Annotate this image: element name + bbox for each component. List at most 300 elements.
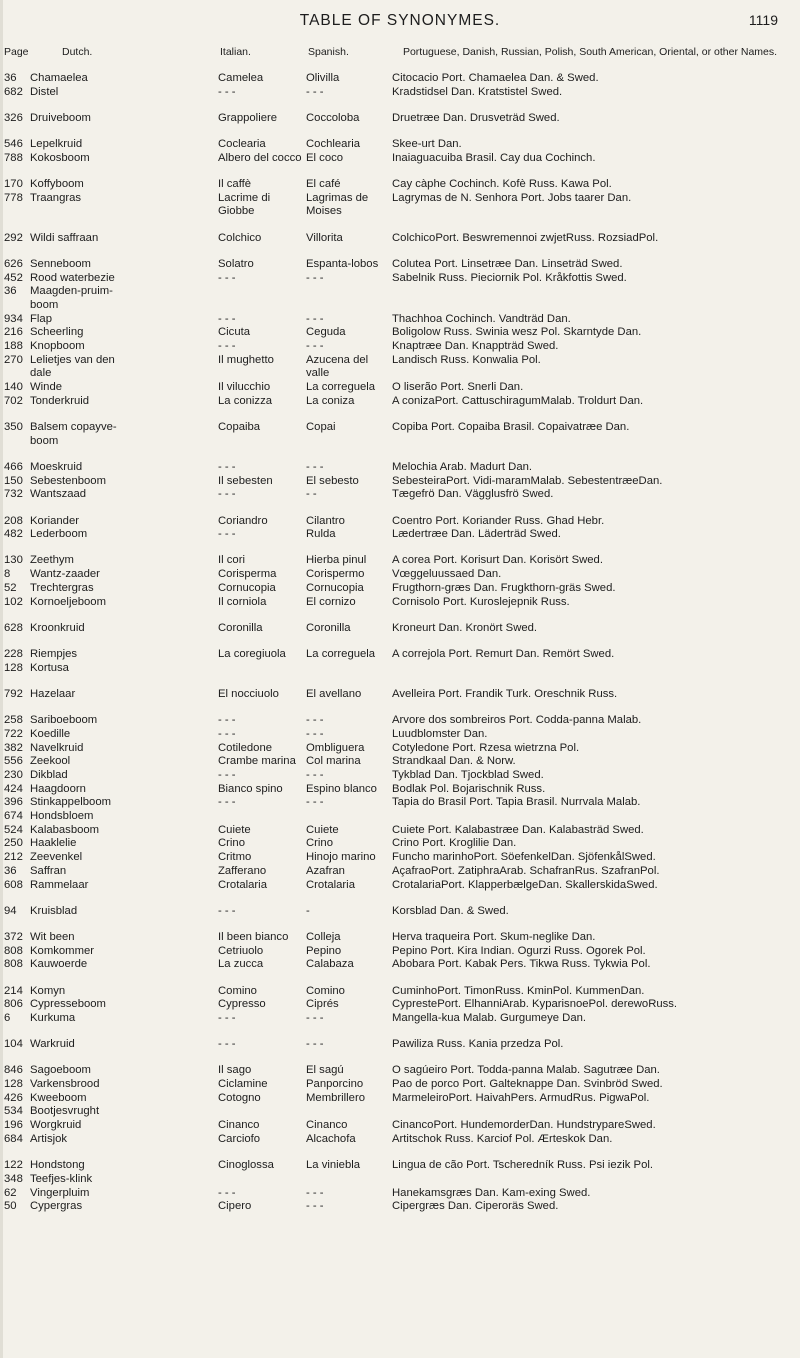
cell-other: Coentro Port. Koriander Russ. Ghad Hebr. [392, 514, 605, 527]
table-row [0, 178, 800, 192]
cell-page: 150 [4, 474, 23, 487]
table-row [0, 475, 800, 489]
cell-italian: Zafferano [218, 864, 267, 877]
cell-dutch: Koffyboom [30, 178, 84, 191]
cell-italian: Critmo [218, 851, 252, 864]
table-row [0, 1064, 800, 1078]
cell-spanish: - - - [306, 85, 324, 98]
cell-dutch: Moeskruid [30, 460, 83, 473]
cell-italian: Coclearia [218, 138, 266, 151]
cell-spanish: Cilantro [306, 514, 345, 527]
cell-other: CinancoPort. HundemorderDan. HundstrypareSwed. [392, 1119, 656, 1132]
table-row [0, 232, 800, 246]
cell-spanish: Corispermo [306, 568, 365, 581]
cell-other: AçafraoPort. ZatiphraArab. SchafranRus. SzafranPol. [392, 864, 660, 877]
table-row [0, 1012, 800, 1026]
cell-other: Cornisolo Port. Kuroslejepnik Russ. [392, 595, 570, 608]
cell-spanish: El café [306, 178, 341, 191]
cell-other: Lingua de cão Port. Tscheredník Russ. Psi iezik Pol. [392, 1159, 654, 1172]
synonym-group [0, 714, 800, 892]
cell-dutch [30, 205, 218, 219]
cell-other: Cay càphe Cochinch. Kofè Russ. Kawa Pol. [392, 178, 612, 191]
synonym-group [0, 515, 800, 542]
table-row [0, 112, 800, 126]
cell-spanish [306, 435, 392, 449]
table-row [0, 837, 800, 851]
cell-italian: Camelea [218, 72, 264, 84]
cell-italian: Albero del cocco [218, 151, 302, 164]
cell-italian: Cinanco [218, 1119, 260, 1132]
table-row [0, 354, 800, 368]
cell-italian: - - - [218, 714, 236, 727]
cell-italian: - - - [218, 528, 236, 541]
cell-italian: - - - [218, 1011, 236, 1024]
cell-other: ColchicoPort. Beswremennoi zwjetRuss. RozsiadPol. [392, 231, 659, 244]
cell-other: A correjola Port. Remurt Dan. Remört Swed. [392, 648, 615, 660]
cell-other: Avelleira Port. Frandik Turk. Oreschnik Russ. [392, 687, 618, 700]
cell-other: A corea Port. Korisurt Dan. Korisört Swed. [392, 554, 603, 567]
cell-other: SebesteiraPort. Vidi-maramMalab. SebestentræeDan. [392, 474, 663, 487]
cell-italian: - - - [218, 1186, 236, 1199]
cell-page: 8 [4, 568, 11, 581]
cell-page: 6 [4, 1011, 11, 1024]
cell-dutch: Kortusa [30, 661, 69, 674]
cell-dutch: Wit been [30, 930, 75, 943]
table-row [0, 367, 800, 381]
table-row [0, 622, 800, 636]
cell-spanish: Membrillero [306, 1091, 366, 1104]
cell-italian: - - - [218, 85, 236, 98]
cell-dutch: Traangras [30, 191, 82, 204]
cell-dutch: Wantz-zaader [30, 568, 100, 581]
cell-dutch: Tonderkruid [30, 394, 90, 407]
cell-italian [218, 1105, 306, 1119]
cell-spanish: Ombliguera [306, 741, 365, 754]
cell-page: 846 [4, 1064, 23, 1077]
table-row [0, 272, 800, 286]
cell-page: 326 [4, 111, 23, 124]
cell-dutch: Cypresseboom [30, 998, 106, 1011]
cell-page: 452 [4, 271, 23, 284]
cell-page: 808 [4, 958, 23, 971]
cell-page: 140 [4, 381, 23, 394]
table-row [0, 714, 800, 728]
cell-dutch: Saffran [30, 864, 67, 877]
cell-other: Frugthorn-græs Dan. Frugkthorn-gräs Swed. [392, 581, 616, 594]
synonym-group [0, 554, 800, 609]
cell-dutch: Varkensbrood [30, 1078, 100, 1091]
cell-spanish: Coronilla [306, 621, 351, 634]
table-row [0, 958, 800, 972]
cell-other: Pao de porco Port. Galteknappe Dan. Svinbröd Swed. [392, 1078, 663, 1091]
cell-italian: - - - [218, 768, 236, 781]
table-row [0, 152, 800, 166]
cell-spanish [306, 1105, 392, 1119]
cell-other: Sabelnik Russ. Pieciornik Pol. Kråkfottis Swed. [392, 271, 627, 284]
cell-spanish: - - - [306, 1200, 324, 1213]
cell-other: Crino Port. Kroglilie Dan. [392, 837, 517, 850]
cell-spanish: - - - [306, 312, 324, 325]
cell-spanish: Coccoloba [306, 111, 360, 124]
cell-spanish: - - - [306, 727, 324, 740]
cell-spanish: Olivilla [306, 72, 340, 84]
cell-dutch: Hondstong [30, 1159, 85, 1172]
cell-other [392, 367, 800, 381]
cell-italian: La coregiuola [218, 648, 286, 660]
cell-dutch: Wantszaad [30, 488, 87, 501]
table-row [0, 313, 800, 327]
cell-other: MarmeleiroPort. HaivahPers. ArmudRus. PigwaPol. [392, 1091, 650, 1104]
cell-italian: Cinoglossa [218, 1159, 274, 1172]
synonym-group [0, 1064, 800, 1146]
cell-other: Pepino Port. Kira Indian. Ogurzi Russ. Ogorek Pol. [392, 944, 646, 957]
cell-italian: Grappoliere [218, 111, 278, 124]
cell-other: Thachhoa Cochinch. Vandträd Dan. [392, 312, 571, 325]
cell-italian: Crambe marina [218, 755, 296, 768]
cell-italian: Cicuta [218, 326, 251, 339]
cell-other: Cipergræs Dan. Ciperoräs Swed. [392, 1200, 559, 1213]
cell-other: Mangella-kua Malab. Gurgumeye Dan. [392, 1011, 587, 1024]
cell-dutch: Sagoeboom [30, 1064, 91, 1077]
table-row [0, 810, 800, 824]
cell-italian: La conizza [218, 394, 273, 407]
cell-other: Melochia Arab. Madurt Dan. [392, 460, 533, 473]
column-header-spanish: Spanish. [308, 46, 349, 58]
synonym-group [0, 622, 800, 636]
cell-italian: - - - [218, 796, 236, 809]
cell-page: 62 [4, 1186, 17, 1199]
cell-other: Luudblomster Dan. [392, 727, 488, 740]
cell-other: Tægefrö Dan. Vägglusfrö Swed. [392, 488, 554, 501]
cell-spanish: - - - [306, 1011, 324, 1024]
cell-italian: Cipero [218, 1200, 252, 1213]
cell-dutch: Sebestenboom [30, 474, 106, 487]
cell-page: 230 [4, 768, 23, 781]
cell-other [392, 1173, 800, 1187]
table-row [0, 582, 800, 596]
cell-spanish: Crotalaria [306, 878, 355, 891]
cell-italian: Il cori [218, 554, 245, 567]
cell-italian [218, 367, 306, 381]
cell-spanish: - [306, 904, 310, 917]
table-row [0, 138, 800, 152]
cell-page: 348 [4, 1172, 23, 1185]
table-row [0, 395, 800, 409]
synonym-group [0, 985, 800, 1026]
cell-other [392, 1105, 800, 1119]
cell-other: O liserão Port. Snerli Dan. [392, 381, 524, 394]
cell-italian [218, 1173, 306, 1187]
cell-page: 546 [4, 138, 23, 151]
cell-other: Skee-urt Dan. [392, 138, 462, 151]
cell-dutch: Lederboom [30, 528, 88, 541]
cell-other: Hanekamsgræs Dan. Kam-exing Swed. [392, 1186, 591, 1199]
cell-spanish: - - - [306, 796, 324, 809]
cell-spanish: Cornucopia [306, 581, 364, 594]
cell-italian: - - - [218, 271, 236, 284]
cell-page: 534 [4, 1105, 23, 1118]
cell-dutch: Koedille [30, 727, 71, 740]
cell-spanish [306, 1173, 392, 1187]
cell-page: 682 [4, 85, 23, 98]
cell-spanish [306, 810, 392, 824]
cell-spanish: - - - [306, 271, 324, 284]
cell-spanish: - - - [306, 1186, 324, 1199]
cell-spanish: Pepino [306, 944, 342, 957]
cell-italian: El nocciuolo [218, 687, 279, 700]
cell-dutch: Wildi saffraan [30, 231, 99, 244]
cell-spanish: Panporcino [306, 1078, 364, 1091]
cell-other: Abobara Port. Kabak Pers. Tikwa Russ. Tykwia Pol. [392, 958, 651, 971]
cell-italian: - - - [218, 460, 236, 473]
cell-other [392, 285, 800, 299]
cell-spanish: - - - [306, 768, 324, 781]
cell-italian: - - - [218, 904, 236, 917]
synonym-group [0, 931, 800, 972]
cell-page: 122 [4, 1159, 23, 1172]
column-header-other: Portuguese, Danish, Russian, Polish, South American, Oriental, or other Names. [402, 46, 778, 58]
cell-italian: Il been bianco [218, 930, 289, 943]
synonym-table [0, 72, 800, 1226]
table-row [0, 648, 800, 662]
table-row [0, 662, 800, 676]
table-row [0, 528, 800, 542]
table-row [0, 381, 800, 395]
cell-italian: La zucca [218, 958, 264, 971]
cell-page: 292 [4, 231, 23, 244]
synonym-group [0, 1159, 800, 1214]
cell-other: Landisch Russ. Konwalia Pol. [392, 353, 541, 366]
cell-dutch: Warkruid [30, 1038, 75, 1051]
cell-dutch: Vingerpluim [30, 1186, 90, 1199]
cell-dutch: dale [30, 367, 52, 380]
synonym-group [0, 72, 800, 99]
cell-page: 524 [4, 823, 23, 836]
cell-spanish: Alcachofa [306, 1132, 356, 1145]
page-title: TABLE OF SYNONYMES. [299, 12, 501, 29]
cell-italian: Solatro [218, 257, 254, 270]
cell-page: 608 [4, 878, 23, 891]
table-row [0, 931, 800, 945]
cell-dutch: Haaklelie [30, 837, 77, 850]
cell-other: Korsblad Dan. & Swed. [392, 904, 509, 917]
cell-other: Funcho marinhoPort. SöefenkelDan. SjöfenkålSwed. [392, 851, 656, 864]
cell-spanish: Cuiete [306, 823, 339, 836]
cell-other: Strandkaal Dan. & Norw. [392, 755, 516, 768]
table-row [0, 205, 800, 219]
cell-other: Citocacio Port. Chamaelea Dan. & Swed. [392, 72, 599, 84]
cell-page: 808 [4, 944, 23, 957]
cell-italian: Carciofo [218, 1132, 261, 1145]
cell-other: Tapia do Brasil Port. Tapia Brasil. Nurrvala Malab. [392, 796, 641, 809]
table-row [0, 1038, 800, 1052]
cell-page: 350 [4, 421, 23, 434]
cell-other: Tykblad Dan. Tjockblad Swed. [392, 768, 544, 781]
cell-other [392, 810, 800, 824]
synonym-group [0, 138, 800, 165]
cell-dutch: Zeethym [30, 554, 74, 567]
cell-page: 732 [4, 488, 23, 501]
cell-italian: Crotalaria [218, 878, 267, 891]
table-row [0, 258, 800, 272]
cell-dutch: Lelietjes van den [30, 353, 115, 366]
cell-other: A conizaPort. CattuschiragumMalab. Troldurt Dan. [392, 394, 644, 407]
cell-spanish: Comino [306, 984, 345, 997]
table-row [0, 1119, 800, 1133]
cell-other: Kroneurt Dan. Kronört Swed. [392, 621, 538, 634]
cell-other: CuminhoPort. TimonRuss. KminPol. KummenDan. [392, 984, 645, 997]
cell-spanish: Espino blanco [306, 782, 377, 795]
cell-italian: Cornucopia [218, 581, 276, 594]
cell-page: 396 [4, 796, 23, 809]
cell-spanish: El sagú [306, 1064, 344, 1077]
page-header [0, 8, 800, 38]
cell-other: CyprestePort. ElhanniArab. KyparisnoePol. derewoRuss. [392, 998, 678, 1011]
table-row [0, 998, 800, 1012]
cell-italian: Il sago [218, 1064, 252, 1077]
cell-spanish: Hinojo marino [306, 851, 376, 864]
cell-dutch: Komkommer [30, 944, 95, 957]
table-row [0, 796, 800, 810]
cell-spanish: Azafran [306, 864, 345, 877]
cell-page: 104 [4, 1038, 23, 1051]
synonym-group [0, 232, 800, 246]
cell-spanish: Azucena del [306, 353, 369, 366]
cell-spanish: El avellano [306, 687, 362, 700]
cell-italian: Il sebesten [218, 474, 273, 487]
cell-other [392, 662, 800, 676]
cell-other: Bodlak Pol. Bojarischnik Russ. [392, 782, 546, 795]
cell-page: 258 [4, 714, 23, 727]
cell-dutch: Dikblad [30, 768, 68, 781]
cell-other: Copiba Port. Copaiba Brasil. Copaivatræe Dan. [392, 421, 630, 434]
cell-spanish [306, 285, 392, 299]
cell-dutch: Riempjes [30, 648, 78, 660]
table-row [0, 72, 800, 86]
cell-other: Herva traqueira Port. Skum-neglike Dan. [392, 930, 596, 943]
cell-dutch: Kurkuma [30, 1011, 76, 1024]
cell-other: Lagrymas de N. Senhora Port. Jobs taarer Dan. [392, 191, 632, 204]
cell-italian: Cypresso [218, 998, 266, 1011]
cell-page: 250 [4, 837, 23, 850]
table-row [0, 985, 800, 999]
cell-italian [218, 435, 306, 449]
cell-page: 628 [4, 621, 23, 634]
table-row [0, 742, 800, 756]
cell-dutch: Lepelkruid [30, 138, 83, 151]
cell-dutch: Cypergras [30, 1200, 83, 1213]
cell-dutch: Zeekool [30, 755, 71, 768]
table-row [0, 865, 800, 879]
table-row [0, 461, 800, 475]
cell-page: 674 [4, 810, 23, 823]
cell-spanish [306, 299, 392, 313]
cell-spanish: La coniza [306, 394, 355, 407]
table-row [0, 596, 800, 610]
synonym-group [0, 421, 800, 448]
table-row [0, 554, 800, 568]
cell-dutch: Scheerling [30, 326, 84, 339]
table-row [0, 568, 800, 582]
cell-spanish: Copai [306, 421, 336, 434]
table-row [0, 340, 800, 354]
cell-page: 626 [4, 257, 23, 270]
cell-page: 466 [4, 460, 23, 473]
table-row [0, 1187, 800, 1201]
cell-spanish: Espanta-lobos [306, 257, 379, 270]
cell-dutch: Chamaelea [30, 72, 88, 84]
cell-page: 382 [4, 741, 23, 754]
cell-spanish: La correguela [306, 381, 376, 394]
cell-italian: Bianco spino [218, 782, 283, 795]
cell-italian: Copaiba [218, 421, 261, 434]
cell-dutch: Trechtergras [30, 581, 94, 594]
cell-spanish: Cinanco [306, 1119, 348, 1132]
cell-page: 50 [4, 1200, 17, 1213]
cell-dutch: Knopboom [30, 340, 85, 353]
cell-italian: Cetriuolo [218, 944, 264, 957]
synonym-group [0, 648, 800, 675]
cell-italian: Coriandro [218, 514, 268, 527]
cell-spanish: Villorita [306, 231, 343, 244]
cell-dutch: Artisjok [30, 1132, 68, 1145]
cell-other: Colutea Port. Linsetræe Dan. Linseträd Swed. [392, 257, 623, 270]
cell-italian: Il vilucchio [218, 381, 271, 394]
table-row [0, 192, 800, 206]
synonym-group [0, 905, 800, 919]
cell-italian: Giobbe [218, 205, 255, 218]
cell-italian: - - - [218, 1038, 236, 1051]
cell-spanish: Rulda [306, 528, 336, 541]
cell-dutch: Rammelaar [30, 878, 89, 891]
cell-page: 188 [4, 340, 23, 353]
table-row [0, 515, 800, 529]
cell-dutch: Rood waterbezie [30, 271, 115, 284]
cell-dutch: Sariboeboom [30, 714, 98, 727]
cell-spanish: Col marina [306, 755, 361, 768]
table-row [0, 1078, 800, 1092]
cell-page: 684 [4, 1132, 23, 1145]
cell-spanish: Ceguda [306, 326, 346, 339]
table-row [0, 435, 800, 449]
table-row [0, 905, 800, 919]
table-row [0, 1173, 800, 1187]
cell-dutch: Stinkappelboom [30, 796, 112, 809]
cell-italian: - - - [218, 727, 236, 740]
cell-dutch: Hazelaar [30, 687, 76, 700]
cell-page: 702 [4, 394, 23, 407]
cell-italian: Il mughetto [218, 353, 274, 366]
cell-dutch: Teefjes-klink [30, 1172, 93, 1185]
cell-page: 788 [4, 151, 23, 164]
cell-page: 426 [4, 1091, 23, 1104]
table-row [0, 285, 800, 299]
cell-other: O sagúeiro Port. Todda-panna Malab. Sagutræe Dan. [392, 1064, 660, 1077]
cell-other [392, 435, 800, 449]
column-header-page: Page [4, 46, 29, 58]
table-row [0, 1133, 800, 1147]
cell-page: 36 [4, 72, 17, 84]
cell-page: 128 [4, 661, 23, 674]
table-row [0, 488, 800, 502]
cell-dutch: Kruisblad [30, 904, 78, 917]
table-row [0, 769, 800, 783]
cell-spanish: Moises [306, 205, 342, 218]
page-number: 1119 [748, 12, 778, 28]
cell-dutch: Kroonkruid [30, 621, 85, 634]
cell-page [0, 367, 30, 381]
synonym-group [0, 258, 800, 409]
